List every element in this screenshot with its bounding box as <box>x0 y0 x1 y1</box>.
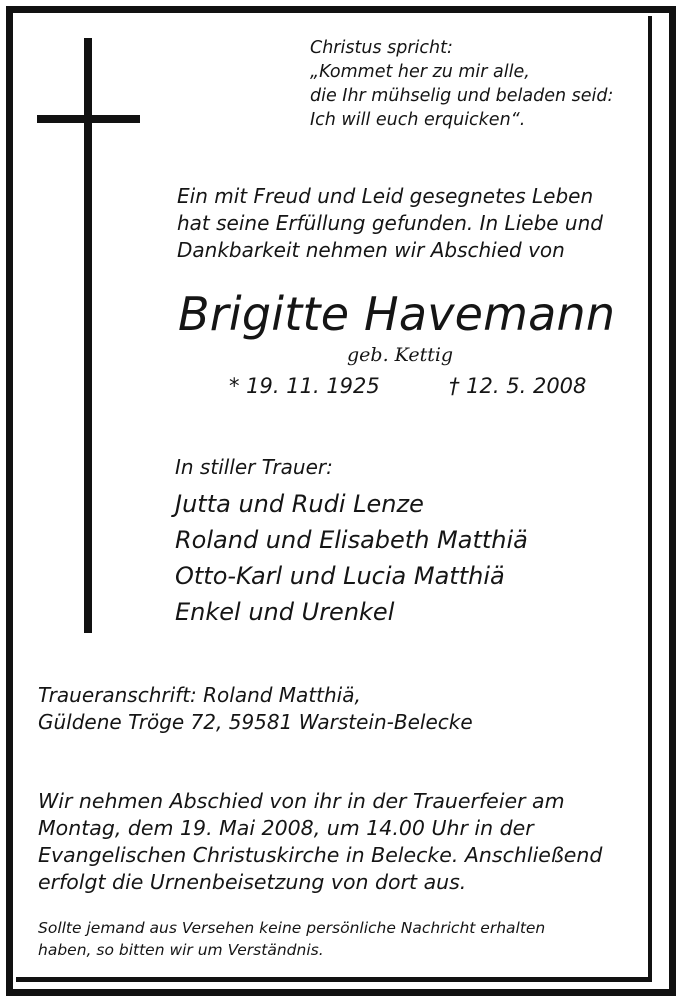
mourners-heading: In stiller Trauer: <box>175 455 333 479</box>
quote-line-4: Ich will euch erquicken“. <box>310 110 526 130</box>
mourner-item: Otto-Karl und Lucia Matthiä <box>175 562 505 590</box>
cross-icon-vertical <box>84 38 92 633</box>
address-line-1: Traueranschrift: Roland Matthiä, <box>38 683 361 707</box>
quote-line-3: die Ihr mühselig und beladen seid: <box>310 86 614 106</box>
service-line-2: Montag, dem 19. Mai 2008, um 14.00 Uhr in der <box>38 816 534 840</box>
intro-line-2: hat seine Erfüllung gefunden. In Liebe und <box>177 211 603 235</box>
service-line-3: Evangelischen Christuskirche in Belecke. Anschließend <box>38 843 603 867</box>
mourner-item: Jutta und Rudi Lenze <box>175 490 424 518</box>
service-line-4: erfolgt die Urnenbeisetzung von dort aus. <box>38 870 467 894</box>
maiden-name: geb. Kettig <box>347 344 454 366</box>
mourner-item: Roland und Elisabeth Matthiä <box>175 526 528 554</box>
cross-icon-horizontal <box>37 115 140 123</box>
mourner-item: Enkel und Urenkel <box>175 598 395 626</box>
intro-line-1: Ein mit Freud und Leid gesegnetes Leben <box>177 184 594 208</box>
note-line-1: Sollte jemand aus Versehen keine persönliche Nachricht erhalten <box>38 919 546 937</box>
service-line-1: Wir nehmen Abschied von ihr in der Trauerfeier am <box>38 789 565 813</box>
intro-line-3: Dankbarkeit nehmen wir Abschied von <box>177 238 565 262</box>
note-line-2: haben, so bitten wir um Verständnis. <box>38 941 324 959</box>
quote-line-1: Christus spricht: <box>310 38 453 58</box>
birth-date: * 19. 11. 1925 <box>229 374 380 398</box>
deceased-name: Brigitte Havemann <box>178 287 616 341</box>
death-date: † 12. 5. 2008 <box>449 374 587 398</box>
quote-line-2: „Kommet her zu mir alle, <box>310 62 530 82</box>
address-line-2: Güldene Tröge 72, 59581 Warstein-Belecke <box>38 710 473 734</box>
